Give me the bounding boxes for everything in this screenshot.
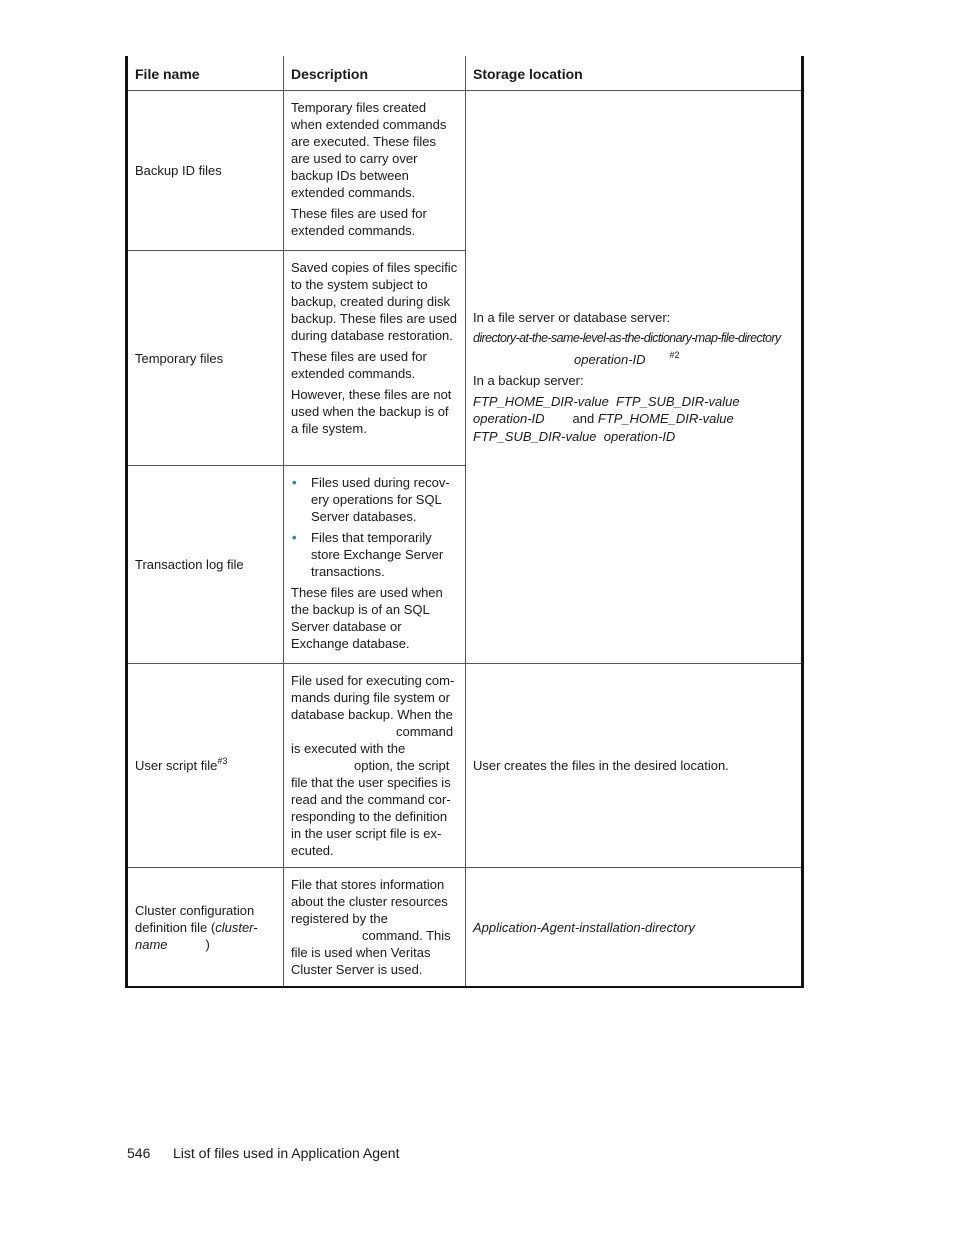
description-text	[291, 876, 458, 978]
files-table	[125, 56, 804, 988]
file-name: Temporary files	[135, 350, 224, 366]
description-cell	[284, 466, 466, 664]
description-text: These files are used for extended commands.	[291, 206, 427, 238]
description-text: These files are used when the backup is of an SQL Server database or Exchange database.	[291, 585, 443, 651]
operation-id: operation-ID	[603, 428, 676, 444]
description-cell	[284, 91, 466, 251]
description-line: command	[396, 724, 454, 739]
list-item	[291, 474, 458, 525]
description-cell	[284, 251, 466, 466]
storage-path: Application-Agent-installation-directory	[473, 919, 695, 935]
bullet-icon: •	[292, 475, 297, 490]
description-line: option, the script file that the user specifies is read and the command cor-responding to the definition in the user script file is ex-ecuted.	[291, 758, 451, 858]
description-cell	[284, 664, 466, 868]
table-header-row	[127, 56, 803, 91]
description-text: However, these files are not used when the backup is of a file system.	[291, 387, 452, 436]
storage-cell	[466, 664, 803, 868]
description-text: Temporary files created when extended commands are executed. These files are used to carry over backup IDs between extended commands.	[291, 100, 447, 200]
description-line: File that stores information about the cluster resources registered by the	[291, 877, 448, 926]
file-name: User script file	[135, 758, 218, 773]
storage-text: In a backup server:	[473, 372, 584, 388]
bullet-text: Files used during recov-ery operations for SQL Server databases.	[311, 475, 450, 524]
header-file-name: File name	[127, 56, 284, 91]
list-item	[291, 529, 458, 580]
storage-text: In a file server or database server:	[473, 309, 671, 325]
cluster-name: cluster-name	[135, 919, 258, 952]
file-name: Cluster configuration definition file (	[135, 902, 255, 935]
table-row	[127, 868, 803, 988]
footnote-ref: #3	[217, 756, 228, 766]
bullet-list	[291, 474, 458, 580]
storage-operation-id: operation-ID	[574, 351, 646, 367]
table-row	[127, 91, 803, 251]
storage-path-line	[473, 351, 794, 368]
page-footer	[127, 1145, 399, 1162]
ftp-home-dir: FTP_HOME_DIR-value	[473, 393, 609, 409]
description-line: is executed with the	[291, 741, 406, 756]
ftp-home-dir: FTP_HOME_DIR-value	[597, 411, 734, 427]
storage-text: User creates the files in the desired location.	[473, 758, 729, 773]
description-line: command. This file is used when Veritas Cluster Server is used.	[291, 928, 451, 977]
file-name: Transaction log file	[135, 557, 244, 572]
file-name-cell	[127, 91, 284, 251]
table-row	[127, 664, 803, 868]
header-description: Description	[284, 56, 466, 91]
file-name-cell	[127, 664, 284, 868]
bullet-text: Files that temporarily store Exchange Server transactions.	[311, 530, 444, 579]
file-name-cell	[127, 466, 284, 664]
file-name: )	[205, 936, 210, 952]
ftp-sub-dir: FTP_SUB_DIR-value	[473, 428, 597, 444]
description-text	[291, 672, 458, 859]
file-name-cell	[127, 251, 284, 466]
file-name-cell	[127, 868, 284, 988]
shared-storage-cell	[466, 91, 803, 664]
description-line: File used for executing com-mands during file system or database backup. When the	[291, 673, 455, 722]
storage-cell	[466, 868, 803, 988]
page-number: 546	[127, 1145, 151, 1161]
header-storage-location: Storage location	[466, 56, 803, 91]
bullet-icon: •	[292, 530, 297, 545]
footnote-ref: #2	[669, 349, 680, 360]
description-text: These files are used for extended commands.	[291, 349, 427, 381]
operation-id: operation-ID	[473, 411, 545, 427]
and-text: and	[572, 411, 595, 427]
description-text: Saved copies of files specific to the system subject to backup, created during disk backup. These files are used during database restoration.	[291, 260, 458, 343]
ftp-sub-dir: FTP_SUB_DIR-value	[616, 393, 740, 409]
storage-path: directory-at-the-same-level-as-the-dictionary-map-file-directory	[473, 330, 781, 345]
storage-ftp-paths	[473, 393, 794, 446]
footer-title: List of files used in Application Agent	[173, 1145, 400, 1161]
file-name: Backup ID files	[135, 163, 222, 178]
description-cell	[284, 868, 466, 988]
